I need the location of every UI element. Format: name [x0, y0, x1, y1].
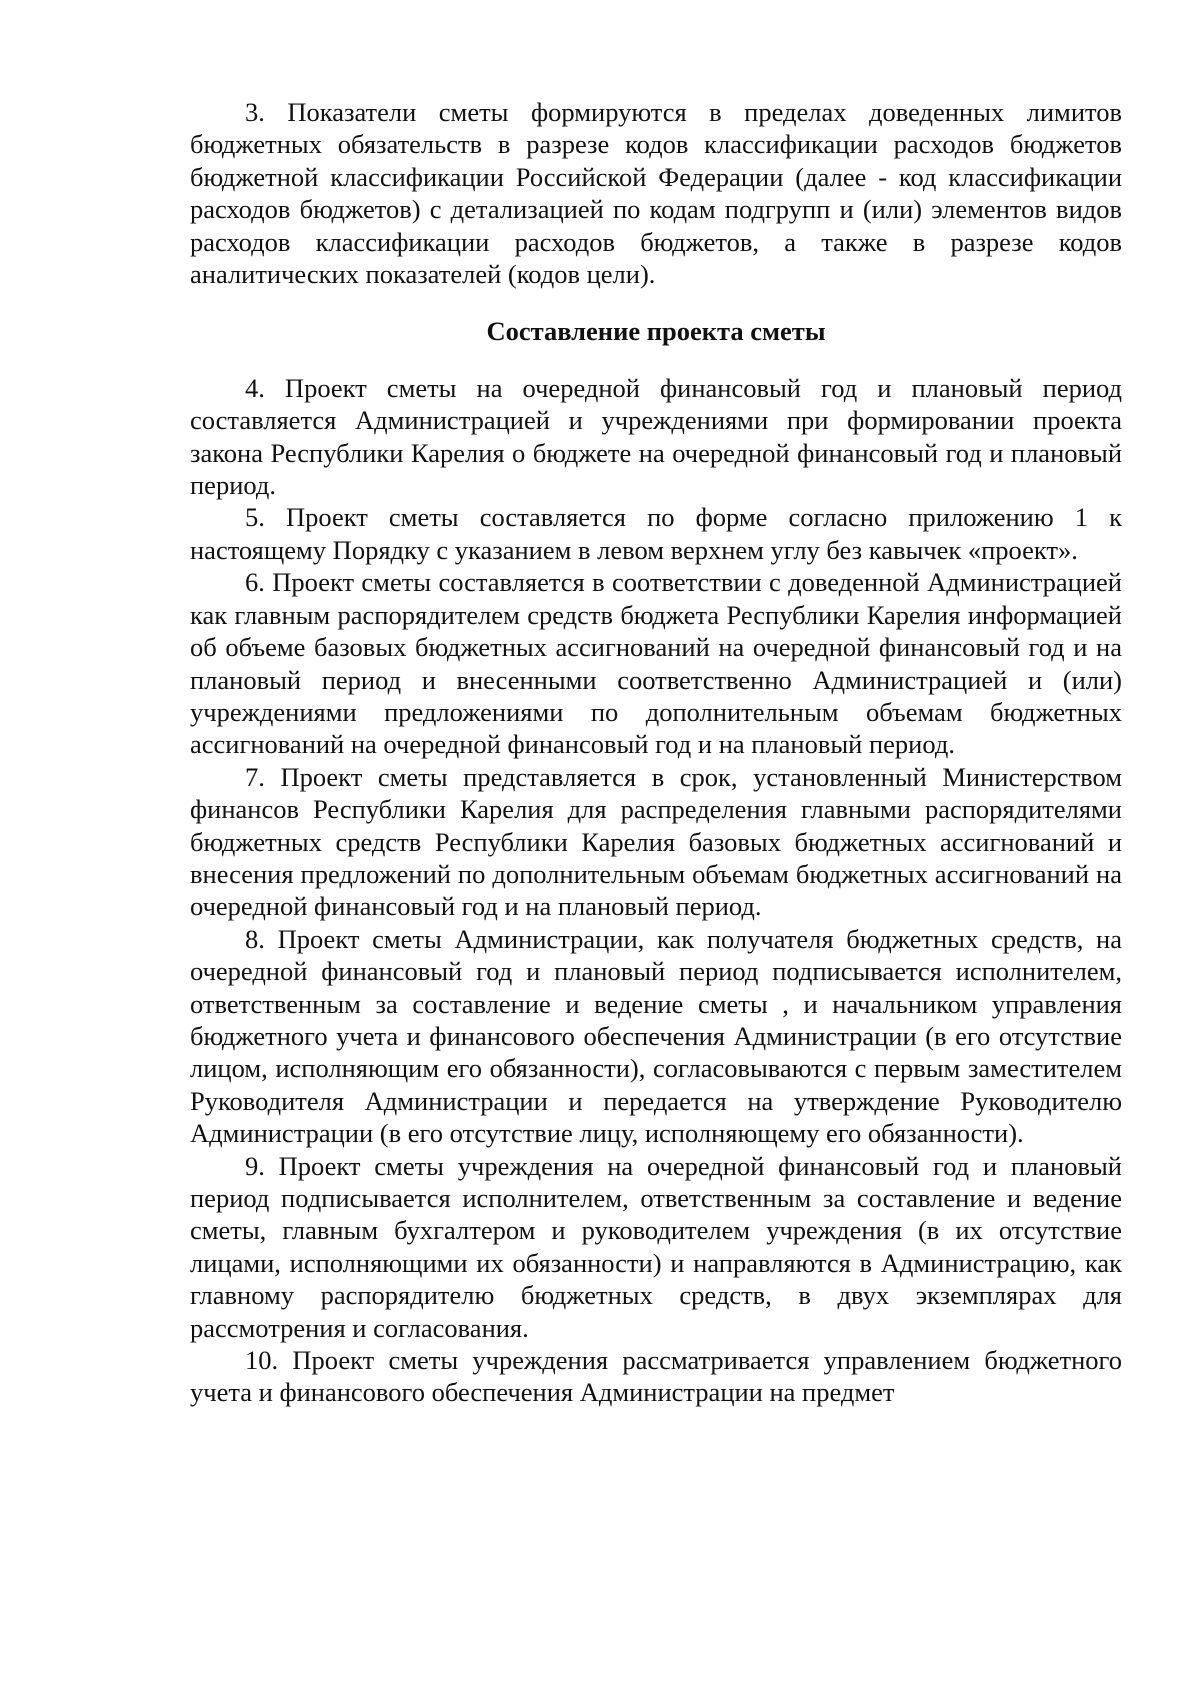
paragraph-5: 5. Проект сметы составляется по форме согласно приложению 1 к настоящему Порядку с указанием в левом верхнем углу без кавычек «проект». [190, 502, 1122, 565]
paragraph-6: 6. Проект сметы составляется в соответствии с доведенной Администрацией как главным распорядителем средств бюджета Республики Карелия информацией об объеме базовых бюджетных ассигнований на очередной финансовый год и на плановый период и внесенными соответственно Администрацией и (или) учреждениями предложениями по дополнительным объемам бюджетных ассигнований на очередной финансовый год и на плановый период. [190, 567, 1122, 760]
document-page [190, 96, 1122, 1409]
paragraph-4: 4. Проект сметы на очередной финансовый год и плановый период составляется Администрацией и учреждениями при формировании проекта закона Республики Карелия о бюджете на очередной финансовый год и плановый период. [190, 372, 1122, 501]
section-heading: Составление проекта сметы [486, 316, 826, 347]
paragraph-9: 9. Проект сметы учреждения на очередной финансовый год и плановый период подписывается исполнителем, ответственным за составление и ведение сметы, главным бухгалтером и руководителем учреждения (в их отсутствие лицами, исполняющими их обязанности) и направляются в Администрацию, как главному распорядителю бюджетных средств, в двух экземплярах для рассмотрения и согласования. [190, 1150, 1122, 1343]
paragraph-3: 3. Показатели сметы формируются в пределах доведенных лимитов бюджетных обязательств в разрезе кодов классификации расходов бюджетов бюджетной классификации Российской Федерации (далее - код классификации расходов бюджетов) с детализацией по кодам подгрупп и (или) элементов видов расходов классификации расходов бюджетов, а также в разрезе кодов аналитических показателей (кодов цели). [190, 97, 1122, 290]
paragraph-8: 8. Проект сметы Администрации, как получателя бюджетных средств, на очередной финансовый год и плановый период подписывается исполнителем, ответственным за составление и ведение сметы , и начальником управления бюджетного учета и финансового обеспечения Администрации (в его отсутствие лицом, исполняющим его обязанности), согласовываются с первым заместителем Руководителя Администрации и передается на утверждение Руководителю Администрации (в его отсутствие лицу, исполняющему его обязанности). [190, 923, 1122, 1149]
paragraph-7: 7. Проект сметы представляется в срок, установленный Министерством финансов Республики Карелия для распределения главными распорядителями бюджетных средств Республики Карелия базовых бюджетных ассигнований и внесения предложений по дополнительным объемам бюджетных ассигнований на очередной финансовый год и на плановый период. [190, 761, 1122, 922]
paragraph-10: 10. Проект сметы учреждения рассматривается управлением бюджетного учета и финансового обеспечения Администрации на предмет [190, 1345, 1122, 1408]
